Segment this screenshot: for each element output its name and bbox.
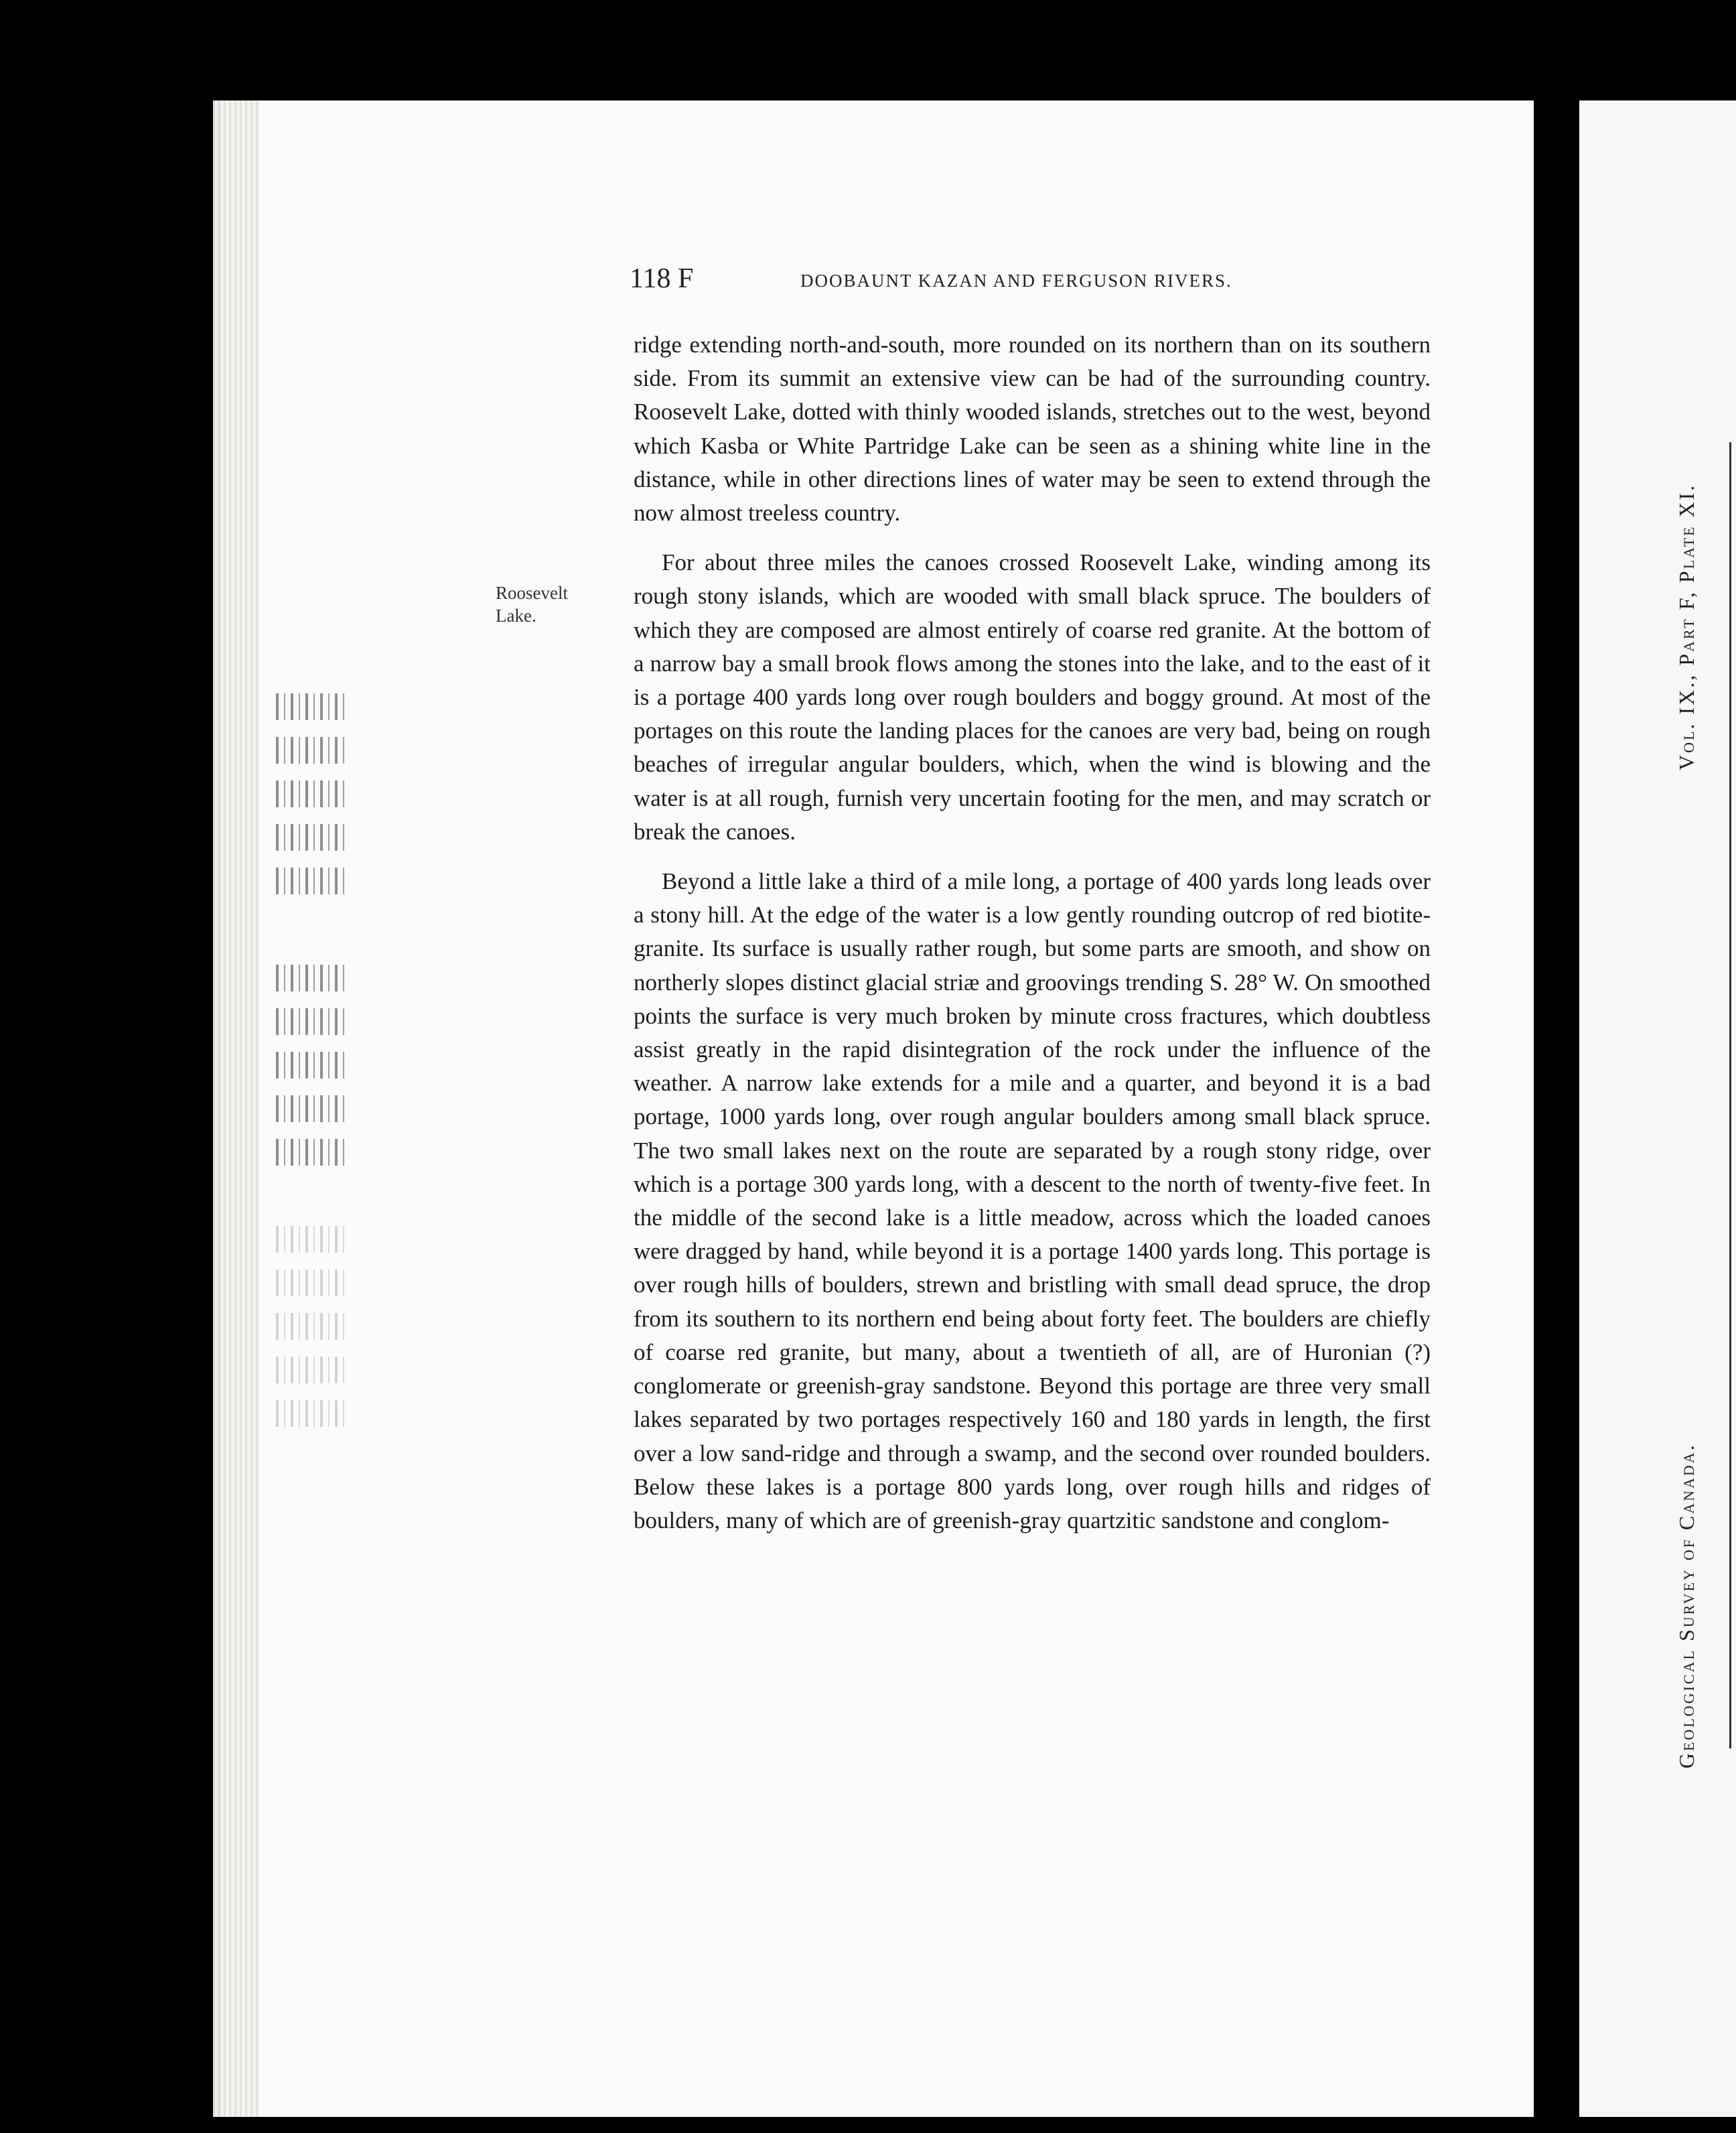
show-through-mark [276,868,350,894]
page-number: 118 F [630,263,694,294]
survey-label: Geological Survey of Canada. [1674,1443,1698,1769]
running-head: DOOBAUNT KAZAN AND FERGUSON RIVERS. [800,271,1232,291]
show-through-mark [276,1400,350,1427]
margin-note [496,581,603,627]
show-through-mark [276,693,350,720]
margin-note-line: Lake. [496,606,536,626]
show-through-mark [276,1357,350,1383]
plate-label: Vol. IX., Part F, Plate XI. [1674,483,1698,770]
show-through-mark [276,737,350,764]
show-through-mark [276,1095,350,1122]
show-through-mark [276,1226,350,1253]
page-header [630,263,1433,296]
show-through-mark [276,1313,350,1340]
plate-border-rule [1729,442,1731,1748]
paragraph: ridge extending north-and-south, more rounded on its northern than on its southern side. From its summit an extensive view can be had of the surrounding country. Roosevelt Lake, dotted with thinly wooded islands, stretches out to the west, beyond which Kasba or White Partridge Lake can be seen as a shining white line in the distance, while in other directions lines of water may be seen to extend through the now almost treeless country. [634,332,1431,527]
facing-plate-page [1579,100,1736,2117]
show-through-mark [276,965,350,991]
margin-note-line: Roosevelt [496,583,568,603]
show-through-mark [276,780,350,807]
paragraph: Beyond a little lake a third of a mile long, a portage of 400 yards long leads over a stony hill. At the edge of the water is a low gently rounding outcrop of red biotite-granite. Its surface is usually rather rough, but some parts are smooth, and show on northerly slopes distinct glacial striæ and groovings trending S. 28° W. On smoothed points the surface is very much broken by minute cross fractures, which doubtless assist greatly in the rapid disintegration of the rock under the influence of the weather. A narrow lake extends for a mile and a quarter, and beyond it is a bad portage, 1000 yards long, over rough angular boulders among small black spruce. The two small lakes next on the route are separated by a rough stony ridge, over which is a portage 300 yards long, with a descent to the north of twenty-five feet. In the middle of the second lake is a little meadow, across which the loaded canoes were dragged by hand, while beyond it is a portage 1400 yards long. This portage is over rough hills of boulders, strewn and bristling with small dead spruce, the drop from its southern to its northern end being about forty feet. The boulders are chiefly of coarse red granite, but many, about a twentieth of all, are of Huronian (?) conglomerate or greenish-gray sandstone. Beyond this portage are three very small lakes separated by two portages respectively 160 and 180 yards in length, the first over a low sand-ridge and through a swamp, and the second over rounded boulders. Below these lakes is a portage 800 yards long, over rough hills and ridges of boulders, many of which are of greenish-gray quartzitic sandstone and conglom- [634,868,1431,1533]
show-through-mark [276,1139,350,1166]
show-through-mark [276,1008,350,1035]
show-through-mark [276,1052,350,1079]
show-through-mark [276,824,350,851]
page-stack-edge [213,100,260,2117]
paragraph: For about three miles the canoes crossed Roosevelt Lake, winding among its rough stony islands, which are wooded with small black spruce. The boulders of which they are composed are almost entirely of coarse red granite. At the bottom of a narrow bay a small brook flows among the stones into the lake, and to the east of it is a portage 400 yards long over rough boulders and boggy ground. At most of the portages on this route the landing places for the canoes are very bad, being on rough beaches of irregular angular boulders, which, when the wind is blowing and the water is at all rough, furnish very uncertain footing for the men, and may scratch or break the canoes. [634,549,1431,845]
show-through-mark [276,1269,350,1296]
body-text [634,328,1431,1554]
